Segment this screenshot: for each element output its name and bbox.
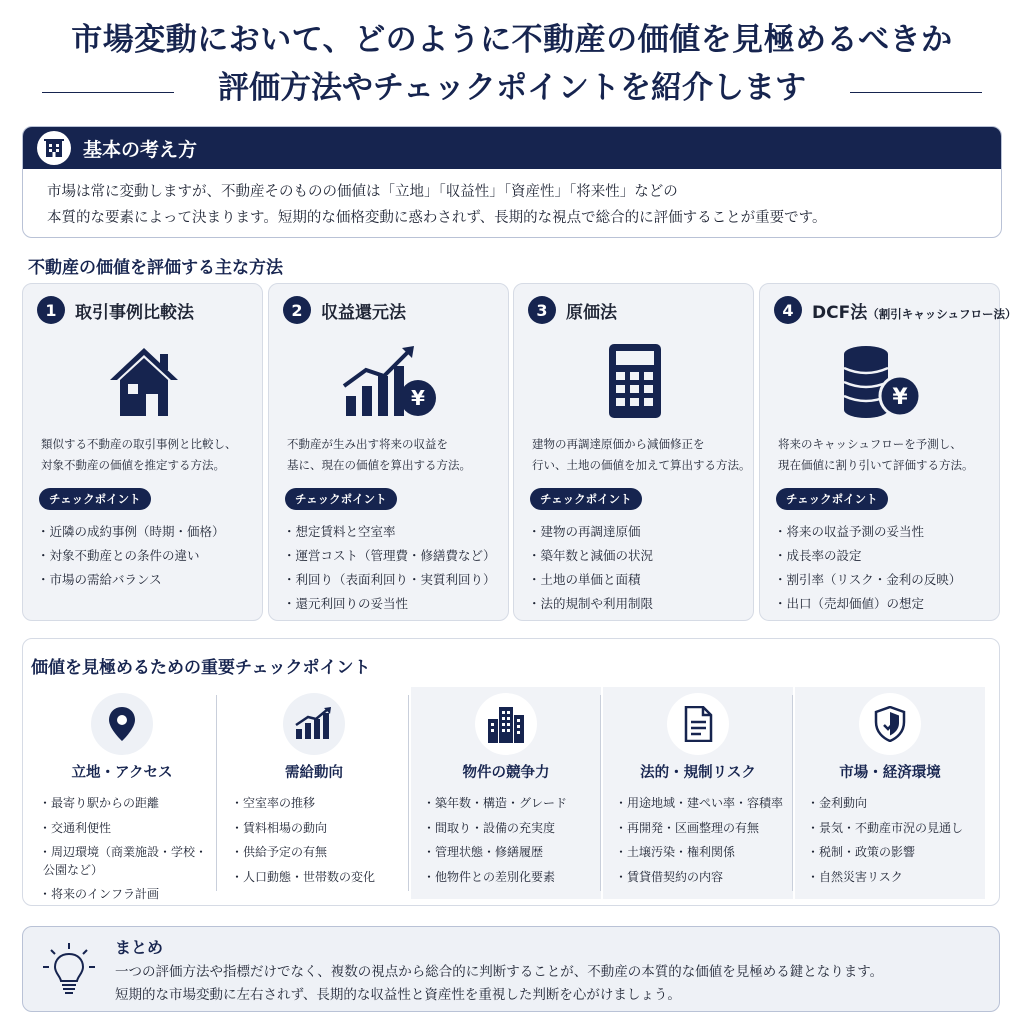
list-item: ・ 間取り・設備の充実度	[427, 816, 567, 841]
list-item: ・ 将来のインフラ計画	[43, 882, 208, 907]
method-checkpoint-list	[41, 520, 225, 592]
methods-heading: 不動産の価値を評価する主な方法	[28, 258, 283, 278]
checkpoint-badge: チェックポイント	[776, 488, 888, 510]
column-divider	[216, 695, 217, 891]
checkpoints-heading: 価値を見極めるための重要チェックポイント	[31, 658, 371, 678]
basic-concept-text	[23, 169, 1001, 231]
method-description: 将来のキャッシュフローを予測し、 現在価値に割り引いて評価する方法。	[778, 437, 974, 472]
title-rule-right	[850, 92, 982, 93]
title-rule-left	[42, 92, 174, 93]
basic-concept-header	[23, 127, 1001, 169]
list-item: ・ 再開発・区画整理の有無	[619, 816, 783, 841]
summary-panel	[22, 926, 1000, 1012]
list-item: ・ 景気・不動産市況の見通し	[811, 816, 963, 841]
checkpoint-badge: チェックポイント	[39, 488, 151, 510]
list-item: ・ 周辺環境（商業施設・学校・公園など）	[43, 840, 208, 882]
document-icon	[667, 693, 729, 755]
list-item: ・ 空室率の推移	[235, 791, 375, 816]
shield-icon	[859, 693, 921, 755]
list-item: ・ 将来の収益予測の妥当性	[778, 520, 961, 544]
checkpoint-title: 需給動向	[285, 765, 343, 781]
list-item: ・ 利回り（表面利回り・実質利回り）	[287, 568, 496, 592]
list-item: ・ 建物の再調達原価	[532, 520, 653, 544]
method-checkpoint-list	[778, 520, 961, 616]
list-item: ・ 成長率の設定	[778, 544, 961, 568]
method-name: 収益還元法	[321, 303, 406, 323]
checkpoint-title: 立地・アクセス	[71, 765, 173, 781]
checkpoint-badge: チェックポイント	[530, 488, 642, 510]
title-line-2: 評価方法やチェックポイントを紹介します	[217, 70, 807, 106]
list-item: ・ 築年数・構造・グレード	[427, 791, 567, 816]
method-card-3	[513, 283, 754, 621]
method-number: 4	[774, 296, 802, 324]
rising-chart-yen-icon	[269, 342, 510, 422]
method-checkpoint-list	[287, 520, 496, 616]
list-item: ・ 土壌汚染・権利関係	[619, 840, 783, 865]
basic-concept-line-2: 本質的な要素によって決まります。短期的な価格変動に惑わされず、長期的な視点で総合的に評価することが重要です。	[47, 210, 827, 226]
method-name: DCF法（割引キャッシュフロー法）	[812, 303, 1017, 323]
lightbulb-icon	[39, 941, 99, 1005]
checkpoint-column-market-economy	[795, 687, 985, 899]
bar-chart-icon	[283, 693, 345, 755]
summary-title: まとめ	[115, 938, 164, 957]
list-item: ・ 法的規制や利用制限	[532, 592, 653, 616]
list-item: ・ 運営コスト（管理費・修繕費など）	[287, 544, 496, 568]
building-icon	[37, 131, 71, 165]
method-card-1	[22, 283, 263, 621]
list-item: ・ 税制・政策の影響	[811, 840, 963, 865]
house-icon	[23, 342, 264, 422]
list-item: ・ 最寄り駅からの距離	[43, 791, 208, 816]
checkpoint-title: 法的・規制リスク	[640, 765, 756, 781]
list-item: ・ 他物件との差別化要素	[427, 865, 567, 890]
list-item: ・ 想定賃料と空室率	[287, 520, 496, 544]
basic-concept-line-1: 市場は常に変動しますが、不動産そのものの価値は「立地」「収益性」「資産性」「将来性」などの	[47, 184, 678, 200]
svg-text:¥: ¥	[891, 385, 908, 410]
checkpoint-title: 物件の競争力	[462, 765, 550, 781]
list-item: ・ 還元利回りの妥当性	[287, 592, 496, 616]
calculator-icon	[514, 342, 755, 422]
basic-concept-panel	[22, 126, 1002, 238]
summary-line-1: 一つの評価方法や指標だけでなく、複数の視点から総合的に判断することが、不動産の本質的な価値を見極める鍵となります。	[115, 964, 884, 980]
column-divider	[792, 695, 793, 891]
list-item: ・ 対象不動産との条件の違い	[41, 544, 225, 568]
list-item: ・ 管理状態・修繕履歴	[427, 840, 567, 865]
list-item: ・ 近隣の成約事例（時期・価格）	[41, 520, 225, 544]
checkpoint-column-supply-demand	[219, 687, 409, 899]
method-name: 原価法	[566, 303, 617, 323]
page-title	[0, 16, 1024, 112]
coins-yen-icon	[760, 342, 1001, 422]
method-number: 3	[528, 296, 556, 324]
important-checkpoints-panel	[22, 638, 1000, 906]
method-number: 1	[37, 296, 65, 324]
list-item: ・ 交通利便性	[43, 816, 208, 841]
method-description: 建物の再調達原価から減価修正を 行い、土地の価値を加えて算出する方法。	[532, 437, 751, 472]
method-number: 2	[283, 296, 311, 324]
summary-text	[115, 961, 883, 1007]
column-divider	[600, 695, 601, 891]
method-card-2	[268, 283, 509, 621]
list-item: ・ 人口動態・世帯数の変化	[235, 865, 375, 890]
method-name: 取引事例比較法	[75, 303, 194, 323]
summary-line-2: 短期的な市場変動に左右されず、長期的な収益性と資産性を重視した判断を心がけましょう。	[115, 987, 681, 1003]
list-item: ・ 築年数と減価の状況	[532, 544, 653, 568]
list-item: ・ 供給予定の有無	[235, 840, 375, 865]
checkpoint-column-legal-risk	[603, 687, 793, 899]
method-checkpoint-list	[532, 520, 653, 616]
checkpoint-title: 市場・経済環境	[839, 765, 941, 781]
method-description: 不動産が生み出す将来の収益を 基に、現在の価値を算出する方法。	[287, 437, 471, 472]
list-item: ・ 賃料相場の動向	[235, 816, 375, 841]
checkpoint-column-competitiveness	[411, 687, 601, 899]
list-item: ・ 出口（売却価値）の想定	[778, 592, 961, 616]
checkpoint-badge: チェックポイント	[285, 488, 397, 510]
title-line-1: 市場変動において、どのように不動産の価値を見極めるべきか	[71, 22, 953, 58]
location-pin-icon	[91, 693, 153, 755]
list-item: ・ 金利動向	[811, 791, 963, 816]
buildings-icon	[475, 693, 537, 755]
list-item: ・ 市場の需給バランス	[41, 568, 225, 592]
column-divider	[408, 695, 409, 891]
method-card-4	[759, 283, 1017, 621]
list-item: ・ 賃貸借契約の内容	[619, 865, 783, 890]
list-item: ・ 自然災害リスク	[811, 865, 963, 890]
list-item: ・ 用途地域・建ぺい率・容積率	[619, 791, 783, 816]
list-item: ・ 土地の単価と面積	[532, 568, 653, 592]
checkpoint-column-location	[27, 687, 217, 899]
basic-concept-title: 基本の考え方	[83, 138, 198, 161]
svg-text:¥: ¥	[410, 386, 425, 410]
method-description: 類似する不動産の取引事例と比較し、 対象不動産の価値を推定する方法。	[41, 437, 237, 472]
list-item: ・ 割引率（リスク・金利の反映）	[778, 568, 961, 592]
